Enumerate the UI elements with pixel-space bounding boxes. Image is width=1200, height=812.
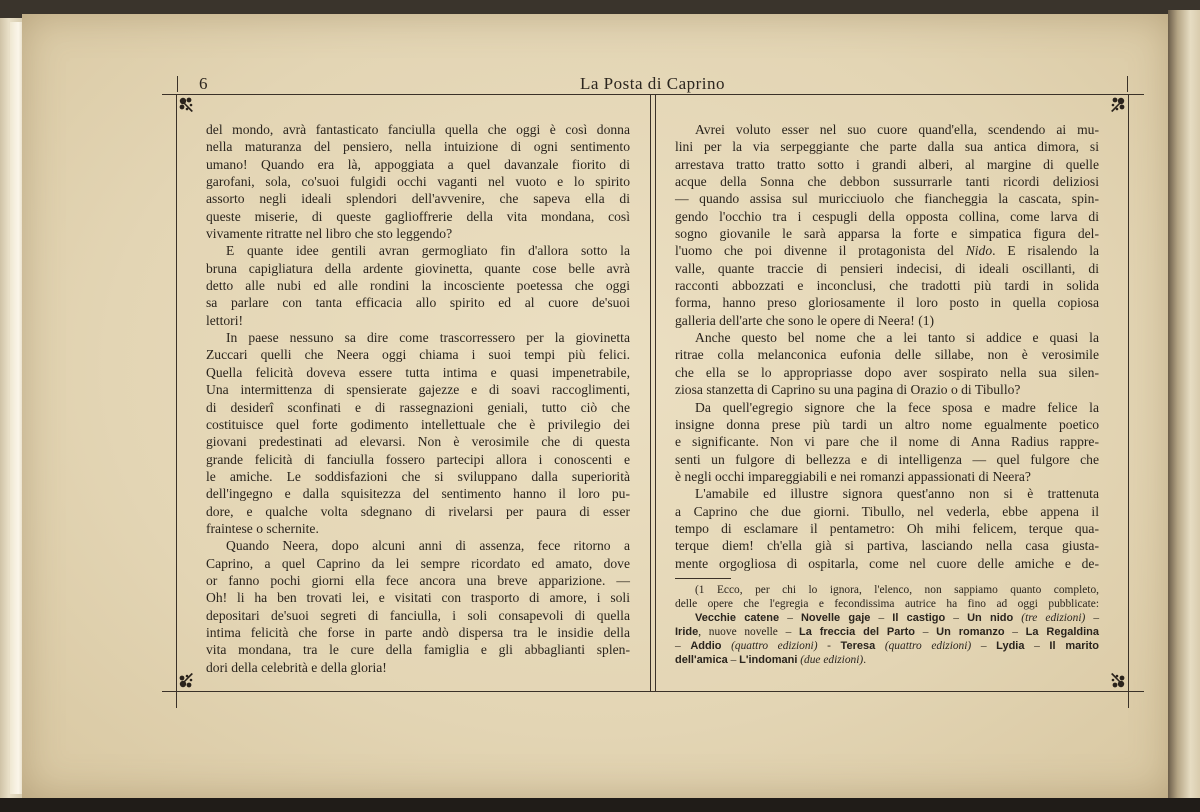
text-line: ritrae colla melanconica eufonia delle sillabe, non è verosimile	[675, 347, 1099, 363]
text-line: — quando assisa sul muricciuolo che fiancheggia la cascata, spin-	[675, 191, 1099, 207]
column-divider	[650, 94, 651, 691]
book-edge-right	[1168, 10, 1200, 802]
text-line: garofani, sola, co'suoi fulgidi occhi vaganti nel vuoto e lo spirito	[206, 174, 630, 190]
frame-tick-bottom-left	[176, 692, 177, 708]
text-line: gendo l'occhio tra i cespugli della opposta collina, come larva di	[675, 208, 1099, 224]
text-line: dell'ingegno e dalla squisitezza del sentimento hanno il loro pu-	[206, 486, 630, 502]
left-column	[206, 121, 630, 676]
text-line: or fanno pochi giorni ella fece ancora una breve apparizione. —	[206, 572, 630, 588]
text-line: assorto negli ideali splendori dell'avvenire, che sapeva ella di	[206, 191, 630, 207]
text-line: forma, hanno preso gloriosamente il loro posto in quella copiosa	[675, 295, 1099, 311]
text-line: queste miserie, di queste gaglioffrerie della vita mondana, così	[206, 208, 630, 224]
work-title: Novelle gaje	[800, 611, 871, 624]
footnote-line: Iride, nuove novelle – La freccia del Parto – Un romanzo – La Regaldina	[675, 625, 1099, 638]
text-line: Oh! li ha ben trovati lei, e visitati con trasporto di amore, i soli	[206, 590, 630, 606]
footnote-line: dell'amica – L'indomani (due edizioni).	[675, 653, 867, 666]
text-line: e significante. Non vi pare che il nome di Anna Radius rappre-	[675, 434, 1099, 450]
page-header	[175, 74, 1130, 92]
frame-tick-bottom-right	[1128, 692, 1129, 708]
text-line: sa parlare con tanta efficacia allo spirito ed al cuore de'suoi	[206, 295, 630, 311]
text-line: dori della celebrità e della gloria!	[206, 659, 387, 675]
text-line: galleria dell'arte che sono le opere di Neera! (1)	[675, 312, 935, 328]
text-line: vivamente ritratte nel libro che sto leggendo?	[206, 226, 453, 242]
right-column	[675, 121, 1099, 572]
text-line: In paese nessuno sa dire come trascorressero per la giovinetta	[226, 330, 630, 346]
text-line: insigne donna prese più tardi un altro nome egualmente poetico	[675, 416, 1099, 432]
frame-rule-left	[176, 94, 177, 691]
text-line: sogno giovanile le sarà apparsa la forte e simpatica figura del-	[675, 226, 1099, 242]
text-line: mente orgogliosa di ospitarla, come nel cuore delle amiche e de-	[675, 555, 1099, 571]
text-line: l'uomo che poi divenne il protagonista del Nido. E risalendo la	[675, 243, 1099, 259]
text-line: le amiche. Le soddisfazioni che si sviluppano dalla superiorità	[206, 468, 630, 484]
text-line: Quella felicità doveva essere tutta intima e quasi impenetrabile,	[206, 364, 630, 380]
work-title: La freccia del Parto	[798, 625, 916, 638]
work-title: L'indomani	[739, 653, 798, 666]
text-line: è negli occhi impareggiabili e nei romanzi appassionati di Neera?	[675, 468, 1031, 484]
text-line: a Caprino che due giorni. Tibullo, nel vederla, ebbe appena il	[675, 503, 1099, 519]
work-title: Il marito	[1049, 639, 1099, 652]
text-line: Quando Neera, dopo alcuni anni di assenza, fece ritorno a	[226, 538, 630, 554]
work-title: Il castigo	[892, 611, 946, 624]
running-title: La Posta di Caprino	[579, 74, 725, 93]
text-line: detto alle nubi ed alle rondini la incosciente poetessa che oggi	[206, 278, 630, 294]
text-line: giovani predestinati ad elevarsi. Non è verosimile che di questa	[206, 434, 630, 450]
footnote-line: – Addio (quattro edizioni) - Teresa (quattro edizioni) – Lydia – Il marito	[675, 639, 1099, 652]
work-title: Teresa	[840, 639, 876, 652]
text-line: dore, e qualche volta sdegnano di rivelarsi per paura di esser	[206, 503, 630, 519]
text-line: L'amabile ed illustre signora quest'anno non si è trattenuta	[695, 486, 1099, 502]
text-line: valle, quante traccie di pensieri indecisi, di ideali oscillanti, di	[675, 260, 1099, 276]
fleuron-icon	[178, 671, 196, 689]
text-line: E quante idee gentili avran germogliato fin d'allora sotto la	[226, 243, 630, 259]
frame-rule-top	[162, 94, 1144, 95]
fleuron-icon	[178, 96, 196, 114]
text-line: arrestava tratto tratto sotto i grandi alberi, al margine di quelle	[675, 156, 1099, 172]
work-title: Addio	[690, 639, 722, 652]
text-line: racconti abbozzati e inconclusi, che tradotti più tardi in solida	[675, 278, 1099, 294]
text-line: Avrei voluto esser nel suo cuore quand'ella, scendendo ai mu-	[695, 122, 1099, 137]
work-title: Un romanzo	[936, 625, 1005, 638]
work-title: Iride	[675, 625, 699, 638]
work-title: Un nido	[967, 611, 1014, 624]
text-line: ziosa stanzetta di Caprino su una pagina di Orazio o di Tibullo?	[675, 382, 1021, 398]
column-divider	[655, 94, 656, 691]
fleuron-icon	[1108, 671, 1126, 689]
frame-rule-right	[1128, 94, 1129, 691]
text-line: Zuccari quelli che Neera oggi chiama i suoi tempi più felici.	[206, 347, 630, 363]
frame-rule-bottom	[162, 691, 1144, 692]
page-number: 6	[199, 74, 208, 93]
footnote-rule	[675, 578, 731, 579]
footnote-line: (1 Ecco, per chi lo ignora, l'elenco, non sappiamo quanto completo,	[695, 584, 1099, 596]
footnote-line: delle opere che l'egregia e fecondissima autrice ha fino ad oggi pubblicate:	[675, 597, 1099, 610]
text-line: fraintese o schernite.	[206, 520, 319, 536]
text-line: intima felicità che forse in parte andò dispersa tra le insidie della	[206, 624, 630, 640]
fleuron-icon	[1108, 96, 1126, 114]
work-title: Vecchie catene	[695, 611, 780, 624]
text-line: lettori!	[206, 312, 243, 328]
work-title: Lydia	[996, 639, 1025, 652]
text-line: del mondo, avrà fantasticato fanciulla quella che oggi è così donna	[206, 122, 630, 137]
text-line: acque della Sonna che debbon sussurrarle tanti ricordi deliziosi	[675, 174, 1099, 190]
text-line: Una intermittenza di spensierate gajezze e di soavi raccoglimenti,	[206, 382, 630, 398]
text-line: terque diem! ch'ella già si partiva, lasciando nella casa giusta-	[675, 538, 1099, 554]
text-line: di desiderî sconfinati e di rassegnazioni geniali, tutto ciò che	[206, 399, 630, 415]
text-line: Caprino, a quel Caprino da lei sempre ricordato ed amato, dove	[206, 555, 630, 571]
text-line: che ella se lo appropriasse dopo aver sospirato nella sua silen-	[675, 364, 1099, 380]
text-line: Da quell'egregio signore che la fece sposa e madre felice la	[695, 399, 1099, 415]
footnote-line: Vecchie catene – Novelle gaje – Il castigo – Un nido (tre edizioni) –	[695, 611, 1100, 624]
text-line: Anche questo bel nome che a lei tanto si addice e quasi la	[695, 330, 1099, 346]
header-tick-right	[1127, 76, 1128, 92]
work-title: La Regaldina	[1025, 625, 1099, 638]
text-line: vita mondana, tra le cure della famiglia e gli abbaglianti splen-	[206, 642, 630, 658]
text-line: costituisce quel forte godimento intellettuale che è privilegio dei	[206, 416, 630, 432]
text-line: tempo di esclamare il pentametro: Oh mihi felicem, terque qua-	[675, 520, 1099, 536]
scan-bottom-edge	[0, 798, 1200, 812]
footnote	[675, 584, 1099, 667]
text-line: nella maturanza del pensiero, nella intuizione di ogni sentimento	[206, 139, 630, 155]
text-line: lini per la via serpeggiante che parte dalla sua antica dimora, si	[675, 139, 1099, 155]
text-line: umano! Quando era là, appoggiata a quel davanzale fiorito di	[206, 156, 630, 172]
work-title: dell'amica	[675, 653, 728, 666]
text-line: grande felicità di fanciulla fossero partecipi allora i conoscenti e	[206, 451, 630, 467]
book-title: Nido	[965, 243, 993, 259]
text-line: depositari de'suoi segreti di fanciulla, i soli consapevoli di quella	[206, 607, 630, 623]
text-line: bruna capigliatura della ardente giovinetta, quante cose belle avrà	[206, 260, 630, 276]
text-line: senti un fulgore di bellezza e di intelligenza — quel fulgore che	[675, 451, 1099, 467]
